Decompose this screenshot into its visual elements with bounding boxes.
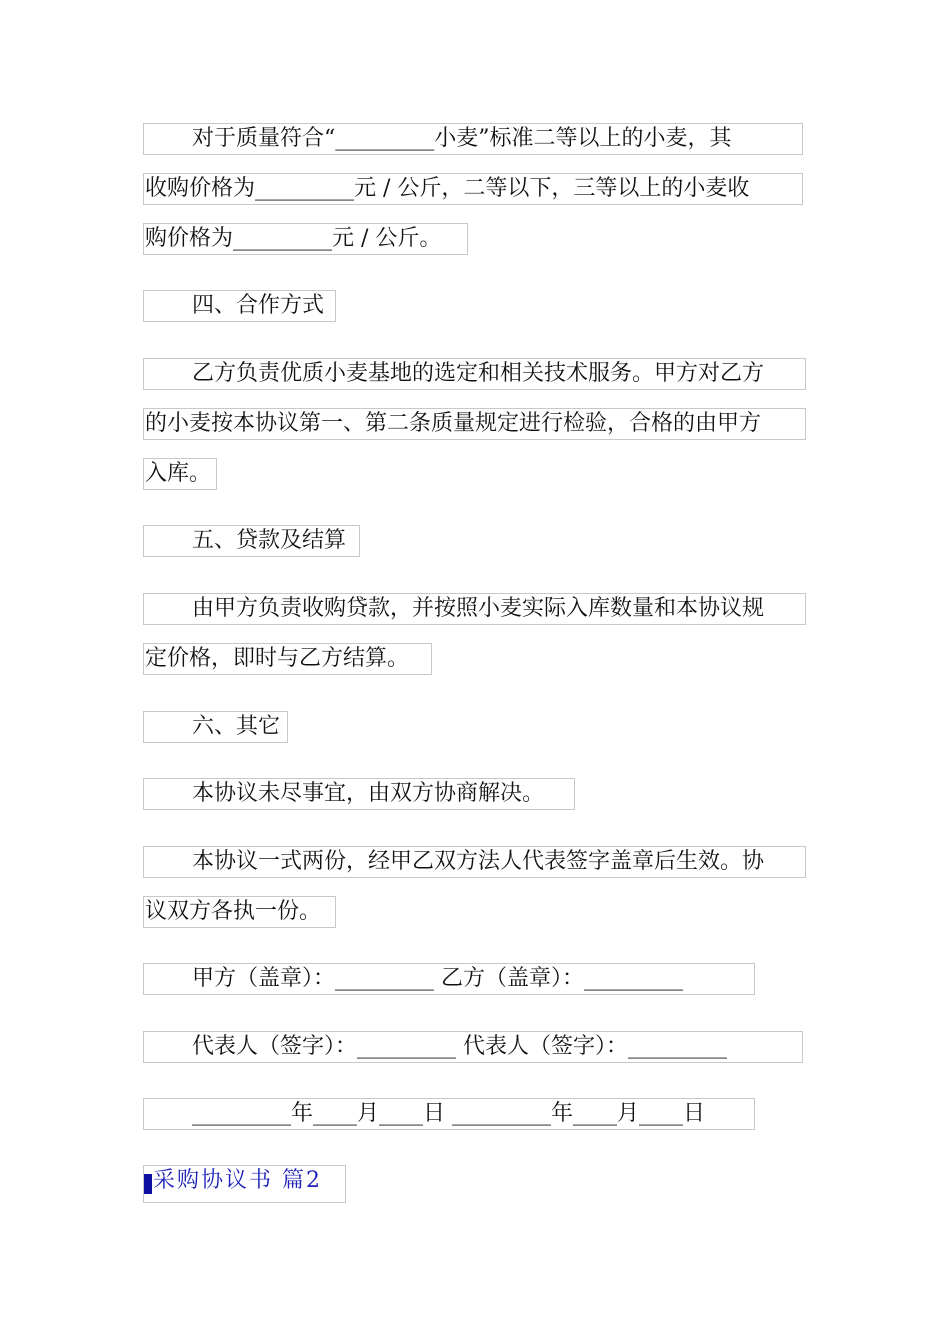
section-heading-text: 采购协议书 篇2 [153, 1168, 322, 1193]
paragraph-line: 议双方各执一份。 [143, 896, 336, 928]
signature-representative-line: 代表人（签字）：_________ 代表人（签字）：_________ [143, 1031, 803, 1063]
heading-marker [144, 1174, 152, 1194]
paragraph-line: 对于质量符合“_________小麦”标准二等以上的小麦，其 [143, 123, 803, 155]
paragraph-line: 购价格为_________元 / 公斤。 [143, 223, 468, 255]
section-heading-payment: 五、贷款及结算 [143, 525, 360, 557]
paragraph-line: 入库。 [143, 458, 217, 490]
signature-seal-line: 甲方（盖章）：_________ 乙方（盖章）：_________ [143, 963, 755, 995]
paragraph-line: 的小麦按本协议第一、第二条质量规定进行检验，合格的由甲方 [143, 408, 806, 440]
paragraph-line: 本协议一式两份，经甲乙双方法人代表签字盖章后生效。协 [143, 846, 806, 878]
section-heading-part2 [143, 1165, 346, 1203]
paragraph-line: 收购价格为_________元 / 公斤，二等以下，三等以上的小麦收 [143, 173, 803, 205]
paragraph-line: 乙方负责优质小麦基地的选定和相关技术服务。甲方对乙方 [143, 358, 806, 390]
paragraph-line: 本协议未尽事宜，由双方协商解决。 [143, 778, 575, 810]
section-heading-other: 六、其它 [143, 711, 288, 743]
paragraph-line: 定价格，即时与乙方结算。 [143, 643, 432, 675]
paragraph-line: 由甲方负责收购贷款，并按照小麦实际入库数量和本协议规 [143, 593, 806, 625]
section-heading-cooperation: 四、合作方式 [143, 290, 336, 322]
signature-date-line: _________年____月____日 _________年____月____日 [143, 1098, 755, 1130]
